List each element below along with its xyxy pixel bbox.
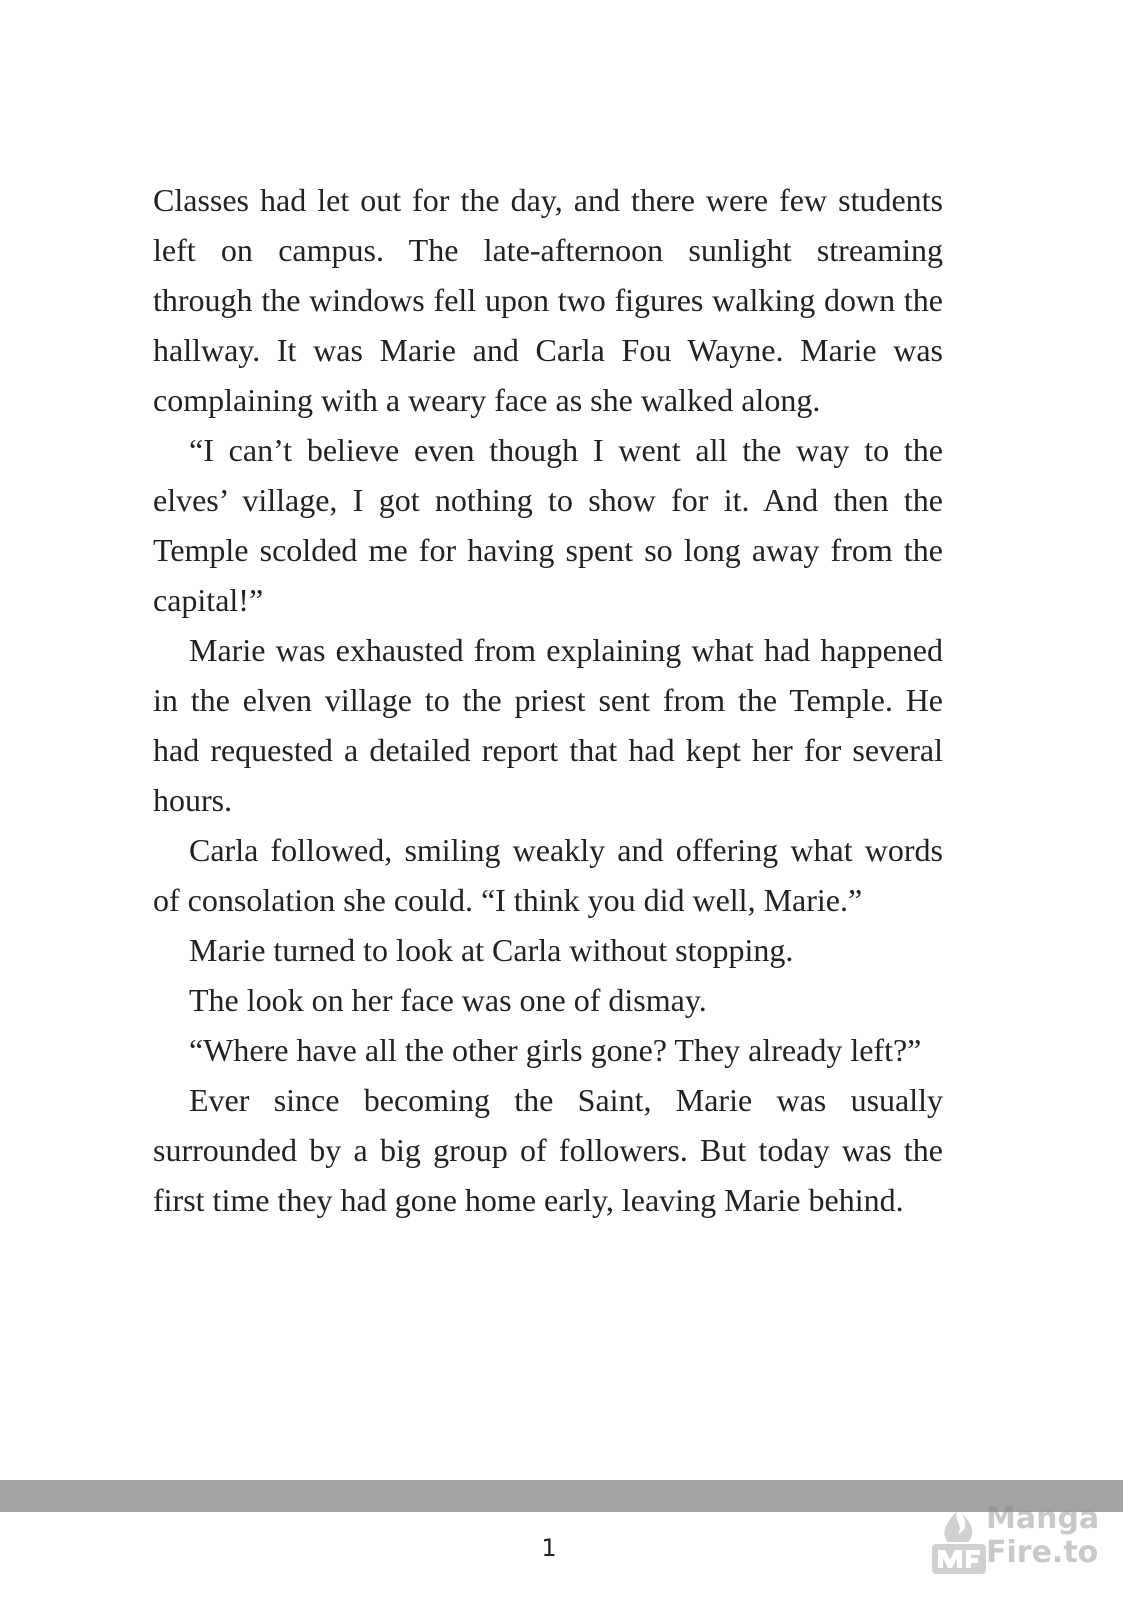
paragraph-5: Marie turned to look at Carla without stopping. <box>189 932 794 968</box>
paragraph-6: The look on her face was one of dismay. <box>189 982 707 1018</box>
body-text <box>153 175 943 1225</box>
watermark-text <box>986 1502 1099 1570</box>
page-number: 1 <box>541 1534 557 1562</box>
paragraph-3: Marie was exhausted from explaining what had happened in the elven village to the priest sent from the Temple. He had requested a detailed report that had kept her for several hours. <box>153 632 943 818</box>
paragraph-8: Ever since becoming the Saint, Marie was usually surrounded by a big group of followers. But today was the first time they had gone home early, leaving Marie behind. <box>153 1082 943 1218</box>
watermark-line-2: Fire.to <box>986 1535 1099 1570</box>
paragraph-1: Classes had let out for the day, and there were few students left on campus. The late-afternoon sunlight streaming through the windows fell upon two figures walking down the hallway. It was Marie and Carla Fou Wayne. Marie was complaining with a weary face as she walked along. <box>153 182 943 418</box>
flame-mf-logo-icon <box>928 1506 990 1576</box>
watermark-logo <box>928 1502 1108 1582</box>
watermark-line-1: Manga <box>986 1501 1100 1536</box>
paragraph-2: “I can’t believe even though I went all the way to the elves’ village, I got nothing to show for it. And then the Temple scolded me for having spent so long away from the capital!” <box>153 432 943 618</box>
paragraph-4: Carla followed, smiling weakly and offering what words of consolation she could. “I think you did well, Marie.” <box>153 832 943 918</box>
paragraph-7: “Where have all the other girls gone? They already left?” <box>189 1032 922 1068</box>
